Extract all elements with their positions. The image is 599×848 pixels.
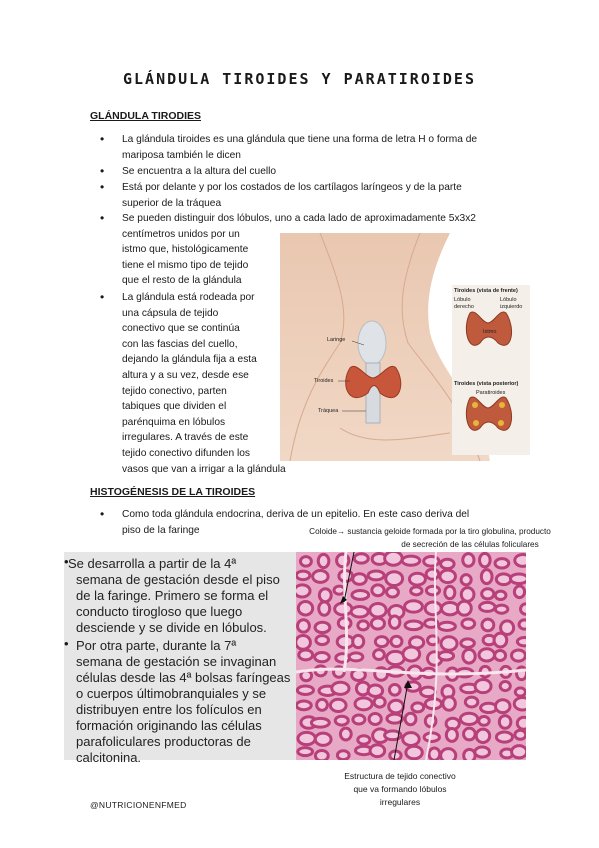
bullet-dot: • (100, 507, 105, 521)
bullet-5-line-6: altura y a su vez, desde ese (122, 369, 249, 381)
follicle (368, 685, 383, 697)
follicle (479, 717, 490, 726)
follicle (425, 715, 436, 727)
follicle (424, 733, 439, 742)
follicle (319, 602, 330, 615)
follicle (315, 733, 331, 745)
follicle (349, 653, 363, 661)
follicle (476, 729, 489, 742)
bullet-4-line-5: que el resto de la glándula (122, 275, 242, 287)
follicle (429, 748, 440, 760)
bullet-dot: • (100, 132, 105, 146)
follicle (517, 717, 526, 729)
follicle (319, 589, 331, 602)
follicle (411, 587, 422, 595)
tissue-note (300, 770, 500, 809)
follicle (386, 572, 403, 586)
panel-p1-line-5: desciende y se divide en lóbulos. (76, 620, 267, 635)
follicle (391, 636, 402, 646)
follicle (496, 732, 512, 742)
follicle (421, 687, 436, 696)
follicle (510, 574, 526, 584)
histogenesis-line-1: Como toda glándula endocrina, deriva de un epitelio. En este caso deriva del (122, 509, 470, 520)
follicle (482, 589, 494, 599)
panel-p2-line-1: Por otra parte, durante la 7ª (76, 638, 237, 653)
follicle (443, 697, 455, 711)
bullet-4-line-1: Se pueden distinguir dos lóbulos, uno a cada lado de aproximadamente 5x3x2 (122, 213, 476, 224)
follicle (481, 570, 492, 584)
label-lobulo-izquierdo: Lóbulo izquierdo (500, 297, 523, 310)
follicle (354, 554, 368, 563)
follicle (499, 716, 511, 729)
follicle (482, 619, 494, 631)
follicle (480, 602, 495, 611)
bullet-3-line-1: Está por delante y por los costados de los cartílagos laríngeos y de la parte (122, 182, 462, 193)
follicle (405, 621, 422, 630)
follicle (389, 616, 399, 628)
bullet-3-line-2: superior de la tráquea (122, 197, 222, 209)
follicle (316, 636, 329, 645)
follicle (368, 571, 384, 580)
follicle (318, 554, 329, 567)
follicle (441, 749, 456, 760)
follicle (300, 557, 311, 566)
follicle (370, 603, 386, 616)
follicle (389, 700, 404, 713)
follicle (352, 591, 369, 600)
follicle (512, 746, 526, 758)
follicle (297, 686, 313, 695)
thyroid-anatomy-illustration (280, 233, 532, 461)
follicle (385, 552, 403, 565)
label-paratiroides: Paratiroides (476, 390, 506, 396)
label-tiroides: Tiroides (314, 378, 334, 384)
bullet-dot: • (100, 211, 105, 225)
follicle (387, 714, 402, 723)
follicle (495, 650, 506, 660)
follicle (475, 679, 491, 692)
follicle (409, 573, 425, 585)
page-title: GLÁNDULA TIROIDES Y PARATIROIDES (123, 70, 476, 88)
label-laringe: Laringe (327, 337, 346, 343)
follicle (296, 585, 310, 597)
panel-p1-line-1: Se desarrolla a partir de la 4ª (68, 556, 237, 571)
follicle (298, 602, 312, 615)
follicle (479, 553, 490, 567)
bullet-dot: • (100, 164, 105, 178)
follicle (315, 750, 328, 760)
section-heading-histogenesis: HISTOGÉNESIS DE LA TIROIDES (90, 486, 256, 498)
follicle (439, 652, 454, 660)
bullet-3 (100, 180, 522, 211)
footer-handle: @NUTRICIONENFMED (90, 800, 187, 810)
follicle (440, 570, 455, 582)
bullet-dot: • (100, 290, 105, 304)
label-posterior-view: Tiroides (vista posterior) (454, 381, 519, 387)
coloide-note (270, 525, 590, 551)
follicle (405, 713, 416, 725)
panel-p2-line-3: células desde las 4ª bolsas faríngeas (76, 670, 291, 685)
follicle (514, 586, 524, 598)
bullet-1-line-2: mariposa también le dicen (122, 149, 241, 161)
follicle (317, 699, 328, 710)
follicle (298, 620, 310, 632)
bullet-dot: • (100, 180, 105, 194)
follicle (355, 698, 372, 710)
follicle (403, 647, 420, 661)
panel-p2-line-5: distribuyen entre los folículos en (76, 702, 262, 717)
follicle (494, 633, 507, 647)
follicle (463, 649, 475, 663)
follicle (464, 728, 476, 740)
thyroid-histology-figure (296, 552, 526, 760)
tissue-note-line-2: que va formando lóbulos (353, 784, 447, 794)
follicle (496, 700, 510, 713)
follicle (495, 559, 509, 568)
bullet-4-line-4: tiene el mismo tipo de tejido (122, 259, 249, 271)
follicle (521, 604, 526, 614)
follicle (461, 639, 475, 648)
thyroid-anatomy-figure (280, 233, 532, 461)
follicle (375, 637, 388, 647)
bullet-5-line-2: una cápsula de tejido (122, 307, 219, 319)
follicle (335, 603, 352, 615)
follicle (426, 569, 439, 579)
label-lobulo-derecho: Lóbulo derecho (454, 297, 474, 310)
follicle (358, 736, 370, 744)
follicle (313, 571, 328, 583)
panel-p1-line-2: semana de gestación desde el piso (76, 572, 280, 587)
follicle (298, 748, 313, 756)
thyroid-histology-image (296, 552, 526, 760)
follicle (441, 559, 455, 568)
panel-bullet-2: • (64, 636, 69, 651)
follicle (517, 638, 526, 646)
follicle (515, 554, 526, 566)
bullet-5-line-9: parénquima en lóbulos (122, 416, 226, 428)
bullet-5-line-12: vasos que van a irrigar a la glándula (122, 463, 286, 475)
follicle (311, 718, 329, 727)
follicle (296, 571, 310, 580)
follicle (296, 701, 311, 710)
follicle (369, 714, 381, 725)
follicle (353, 715, 365, 724)
follicle (463, 554, 474, 567)
tissue-note-line-3: irregulares (379, 797, 421, 807)
bullet-5-line-3: conectivo que se continúa (122, 323, 240, 335)
follicle (315, 652, 330, 661)
bullet-5-line-7: tejido conectivo, parten (122, 385, 227, 397)
label-istmo: Istmo (483, 329, 497, 335)
follicle (372, 585, 384, 596)
bullet-2 (100, 164, 522, 180)
follicle (519, 620, 526, 629)
follicle (337, 751, 349, 760)
follicle (315, 622, 330, 632)
panel-p2-line-6: formación originando las células (76, 718, 262, 733)
follicle (370, 745, 385, 757)
follicle (515, 730, 526, 739)
follicle (387, 587, 399, 597)
label-front-view: Tiroides (vista de frente) (454, 288, 518, 294)
bullet-2-line-1: Se encuentra a la altura del cuello (122, 166, 277, 177)
follicle (374, 650, 385, 660)
panel-bullet-1: • (64, 554, 69, 569)
follicle (446, 729, 457, 742)
follicle (511, 650, 525, 661)
follicle (353, 574, 367, 585)
follicle (441, 602, 458, 614)
follicle (330, 699, 346, 711)
follicle (441, 637, 457, 651)
bullet-5-line-5: dejando la glándula fija a esta (122, 354, 257, 366)
bullet-1-line-1: La glándula tiroides es una glándula que tiene una forma de letra H o forma de (122, 134, 478, 145)
bullet-5-line-8: tabiques que dividen el (122, 401, 227, 413)
follicle (500, 681, 510, 690)
follicle (495, 605, 508, 613)
follicle (412, 703, 424, 712)
follicle (461, 575, 471, 585)
panel-p2-line-8: calcitonina. (76, 750, 142, 765)
bullet-5-line-1: La glándula está rodeada por (122, 292, 255, 303)
follicle (340, 728, 351, 740)
follicle (495, 591, 506, 599)
bullet-5-line-10: irregulares. A través de este (122, 432, 249, 444)
tissue-note-line-1: Estructura de tejido conectivo (344, 771, 456, 781)
bullet-5 (100, 290, 286, 477)
bullet-5-line-4: con las fascias del cuello, (122, 338, 238, 350)
label-traquea: Tráquea (318, 408, 339, 414)
follicle (335, 716, 348, 725)
follicle (332, 682, 349, 694)
bullet-4-line-3: istmo que, histológicamente (122, 244, 249, 256)
bullet-1 (100, 132, 522, 163)
panel-paragraph-1 (68, 556, 294, 636)
follicle (351, 607, 368, 617)
follicle (299, 650, 313, 660)
panel-p2-line-4: o cuerpos últimobranquiales y se (76, 686, 267, 701)
follicle (406, 746, 422, 759)
follicle (358, 621, 369, 630)
follicle (465, 697, 478, 707)
follicle (403, 733, 419, 746)
follicle (336, 654, 350, 663)
follicle (515, 688, 525, 696)
follicle (445, 586, 455, 599)
histogenesis-line-2: piso de la faringe (122, 524, 200, 536)
follicle (389, 684, 400, 695)
follicle (405, 601, 423, 612)
follicle (371, 618, 384, 629)
follicle (402, 556, 420, 565)
follicle (424, 556, 439, 566)
bullet-4-line-2: centímetros unidos por un (122, 228, 240, 240)
panel-p1-line-3: de la faringe. Primero se forma el (76, 588, 269, 603)
follicle (426, 586, 439, 595)
follicle (475, 747, 490, 757)
coloide-note-line-2: de secreción de las células foliculares (401, 540, 539, 549)
follicle (334, 586, 345, 594)
follicle (514, 698, 526, 711)
follicle (464, 749, 475, 760)
follicle (298, 732, 315, 744)
panel-paragraph-2 (68, 638, 294, 766)
panel-p1-line-4: conducto tirogloso que luego (76, 604, 243, 619)
follicle (496, 574, 511, 585)
follicle (439, 622, 456, 630)
follicle (461, 588, 474, 602)
follicle (296, 635, 310, 649)
coloide-note-line-1: Coloide→ sustancia geloide formada por la tiro globulina, producto (309, 527, 551, 536)
follicle (460, 713, 477, 724)
follicle (425, 602, 441, 615)
bullet-5-line-11: tejido conectivo difunden los (122, 447, 250, 459)
section-heading-glandula: GLÁNDULA TIRODIES (90, 110, 202, 122)
follicle (353, 635, 364, 647)
embryology-panel (64, 552, 296, 765)
follicle (458, 601, 472, 615)
follicle (374, 697, 385, 707)
panel-p2-line-2: semana de gestación se invaginan (76, 654, 277, 669)
panel-p2-line-7: parafoliculares productoras de (76, 734, 251, 749)
follicle (479, 649, 494, 661)
follicle (462, 619, 475, 628)
